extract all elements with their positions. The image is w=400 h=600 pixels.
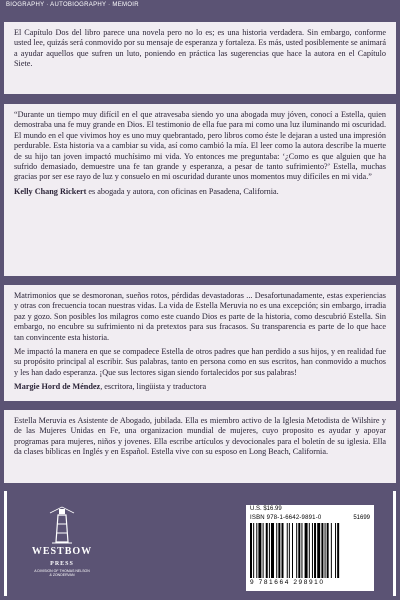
testimonial-1-role: es abogada y autora, con oficinas en Pasadena, California. bbox=[86, 186, 279, 196]
intro-text: El Capítulo Dos del libro parece una novela pero no lo es; es una historia verdadera. Sin embargo, conforme usted lee, quizás será conmovido por su mensaje de esperanza y fortaleza. Es más, usted posiblemente se animará a ayudar aquellos que sufren un luto, poniendo en práctica las sugerencias que hace la autora en el Capítulo Siete. bbox=[14, 28, 386, 69]
barcode-bar bbox=[305, 523, 308, 578]
barcode bbox=[250, 523, 370, 578]
bottom-band bbox=[4, 491, 396, 596]
barcode-bar bbox=[250, 523, 252, 578]
barcode-bar bbox=[309, 523, 310, 578]
barcode-bar bbox=[266, 523, 268, 578]
barcode-bar bbox=[314, 523, 316, 578]
genre-label: BIOGRAPHY · AUTOBIOGRAPHY · MEMOIR bbox=[6, 2, 139, 8]
barcode-bar bbox=[289, 523, 290, 578]
barcode-bar bbox=[337, 523, 339, 578]
testimonial-1-attribution bbox=[14, 187, 386, 197]
barcode-bar bbox=[276, 523, 277, 578]
testimonial-2-role: , escritora, lingüista y traductora bbox=[100, 382, 207, 392]
barcode-bar bbox=[335, 523, 336, 578]
publisher-name: WESTBOW PRESS bbox=[31, 546, 93, 567]
author-bio bbox=[4, 410, 396, 483]
barcode-block bbox=[246, 505, 374, 591]
testimonial-1-name: Kelly Chang Rickert bbox=[14, 186, 87, 196]
barcode-bar bbox=[331, 523, 332, 578]
barcode-bar bbox=[258, 523, 261, 578]
barcode-bar bbox=[263, 523, 264, 578]
author-bio-text: Estella Meruvia es Asistente de Abogado, jubilada. Ella es miembro activo de la Iglesia Metodista de Wilshire y de las Mujeres Unidas en Fe, una organizacion mundial de mujeres, cuyo proposito es ayudar y apoyar programas para mujeres, niños y jovenes. Ella escribe artículos y devocionales para el boletín de su iglesia. Ella da clases bíblicas en Inglés y en Español. Estella vive con su esposo en Long Beach, California. bbox=[14, 416, 386, 457]
barcode-bar bbox=[312, 523, 313, 578]
barcode-digits: 9 781664 298910 bbox=[250, 579, 325, 586]
barcode-bar bbox=[296, 523, 297, 578]
price-label: U.S. $16.99 bbox=[250, 506, 282, 512]
testimonial-1-quote: “Durante un tiempo muy difícil en el que atravesaba siendo yo una abogada muy jóven, conocí a Estella, quien demostraba una fe muy grande en Dios. El testimonio de ella fue para mi como una luz iluminando mi oscuridad. El mundo en el que vivimos hoy es uno muy quebrantado, pero libros como éste le dejaran a usted una impresión perdurable. Esta historia va a cambiar su vida, así como cambió la mía. El leer como la autora describe la muerte de su hijo tan joven impactó muchísimo mi vida. Yo entonces me preguntaba: ‘¿Como es que alguien que ha sufrido demasiado, demuestre una fe tan grande y esperanza, a pesar de tanto sufrimiento?’ Estella, muchas gracias por ser ese rayo de luz y consuelo en mi oscuridad durante unos momentos muy difíciles en mi vida.” bbox=[14, 110, 386, 182]
testimonial-2-para2: Me impactó la manera en que se compadece Estella de otros padres que han perdido a sus hijos, y en realidad fue su propósito principal al escribir. Sus palabras, tanto en persona como en sus escritos, han conmovido a muchos y les han dado esperanza. ¡Que sus lectores sigan siendo fortalecidos por sus palabras! bbox=[14, 347, 386, 377]
barcode-bar bbox=[253, 523, 254, 578]
testimonial-2-name: Margie Hord de Méndez bbox=[14, 382, 101, 392]
barcode-bar bbox=[301, 523, 302, 578]
barcode-bar bbox=[292, 523, 293, 578]
barcode-bar bbox=[287, 523, 288, 578]
publisher-tagline: A DIVISION OF THOMAS NELSON & ZONDERVAN bbox=[34, 569, 90, 577]
barcode-bar bbox=[269, 523, 270, 578]
addon-code: 51699 bbox=[353, 515, 370, 521]
testimonial-2-para1: Matrimonios que se desmoronan, sueños rotos, pérdidas devastadoras ... Desafortunadamente, estas experiencias y otras con frecuencia tocan nuestras vidas. La vida de Estella Meruvia no es una excepción; sin embargo, irradia paz y gozo. Son posibles los milagros como este cuando Dios es parte de la historia, como descubrió Estella. Sin embargo, no encubre su sufrimiento ni da pretextos para sus fracasos. Su transparencia es parte de lo que hace tan convincente esta historia. bbox=[14, 291, 386, 342]
barcode-bar bbox=[321, 523, 323, 578]
publisher-logo bbox=[20, 505, 104, 585]
barcode-bar bbox=[278, 523, 280, 578]
lighthouse-icon bbox=[48, 505, 76, 545]
isbn-label: ISBN 978-1-6642-9891-0 bbox=[250, 515, 322, 521]
barcode-bar bbox=[317, 523, 320, 578]
testimonial-2 bbox=[4, 285, 396, 401]
barcode-bar bbox=[271, 523, 274, 578]
testimonial-2-attribution bbox=[14, 382, 386, 392]
barcode-bar bbox=[298, 523, 300, 578]
barcode-bar bbox=[256, 523, 257, 578]
testimonial-1 bbox=[4, 104, 396, 276]
barcode-bar bbox=[325, 523, 326, 578]
barcode-bar bbox=[327, 523, 329, 578]
intro-section bbox=[4, 22, 396, 94]
barcode-bar bbox=[282, 523, 284, 578]
